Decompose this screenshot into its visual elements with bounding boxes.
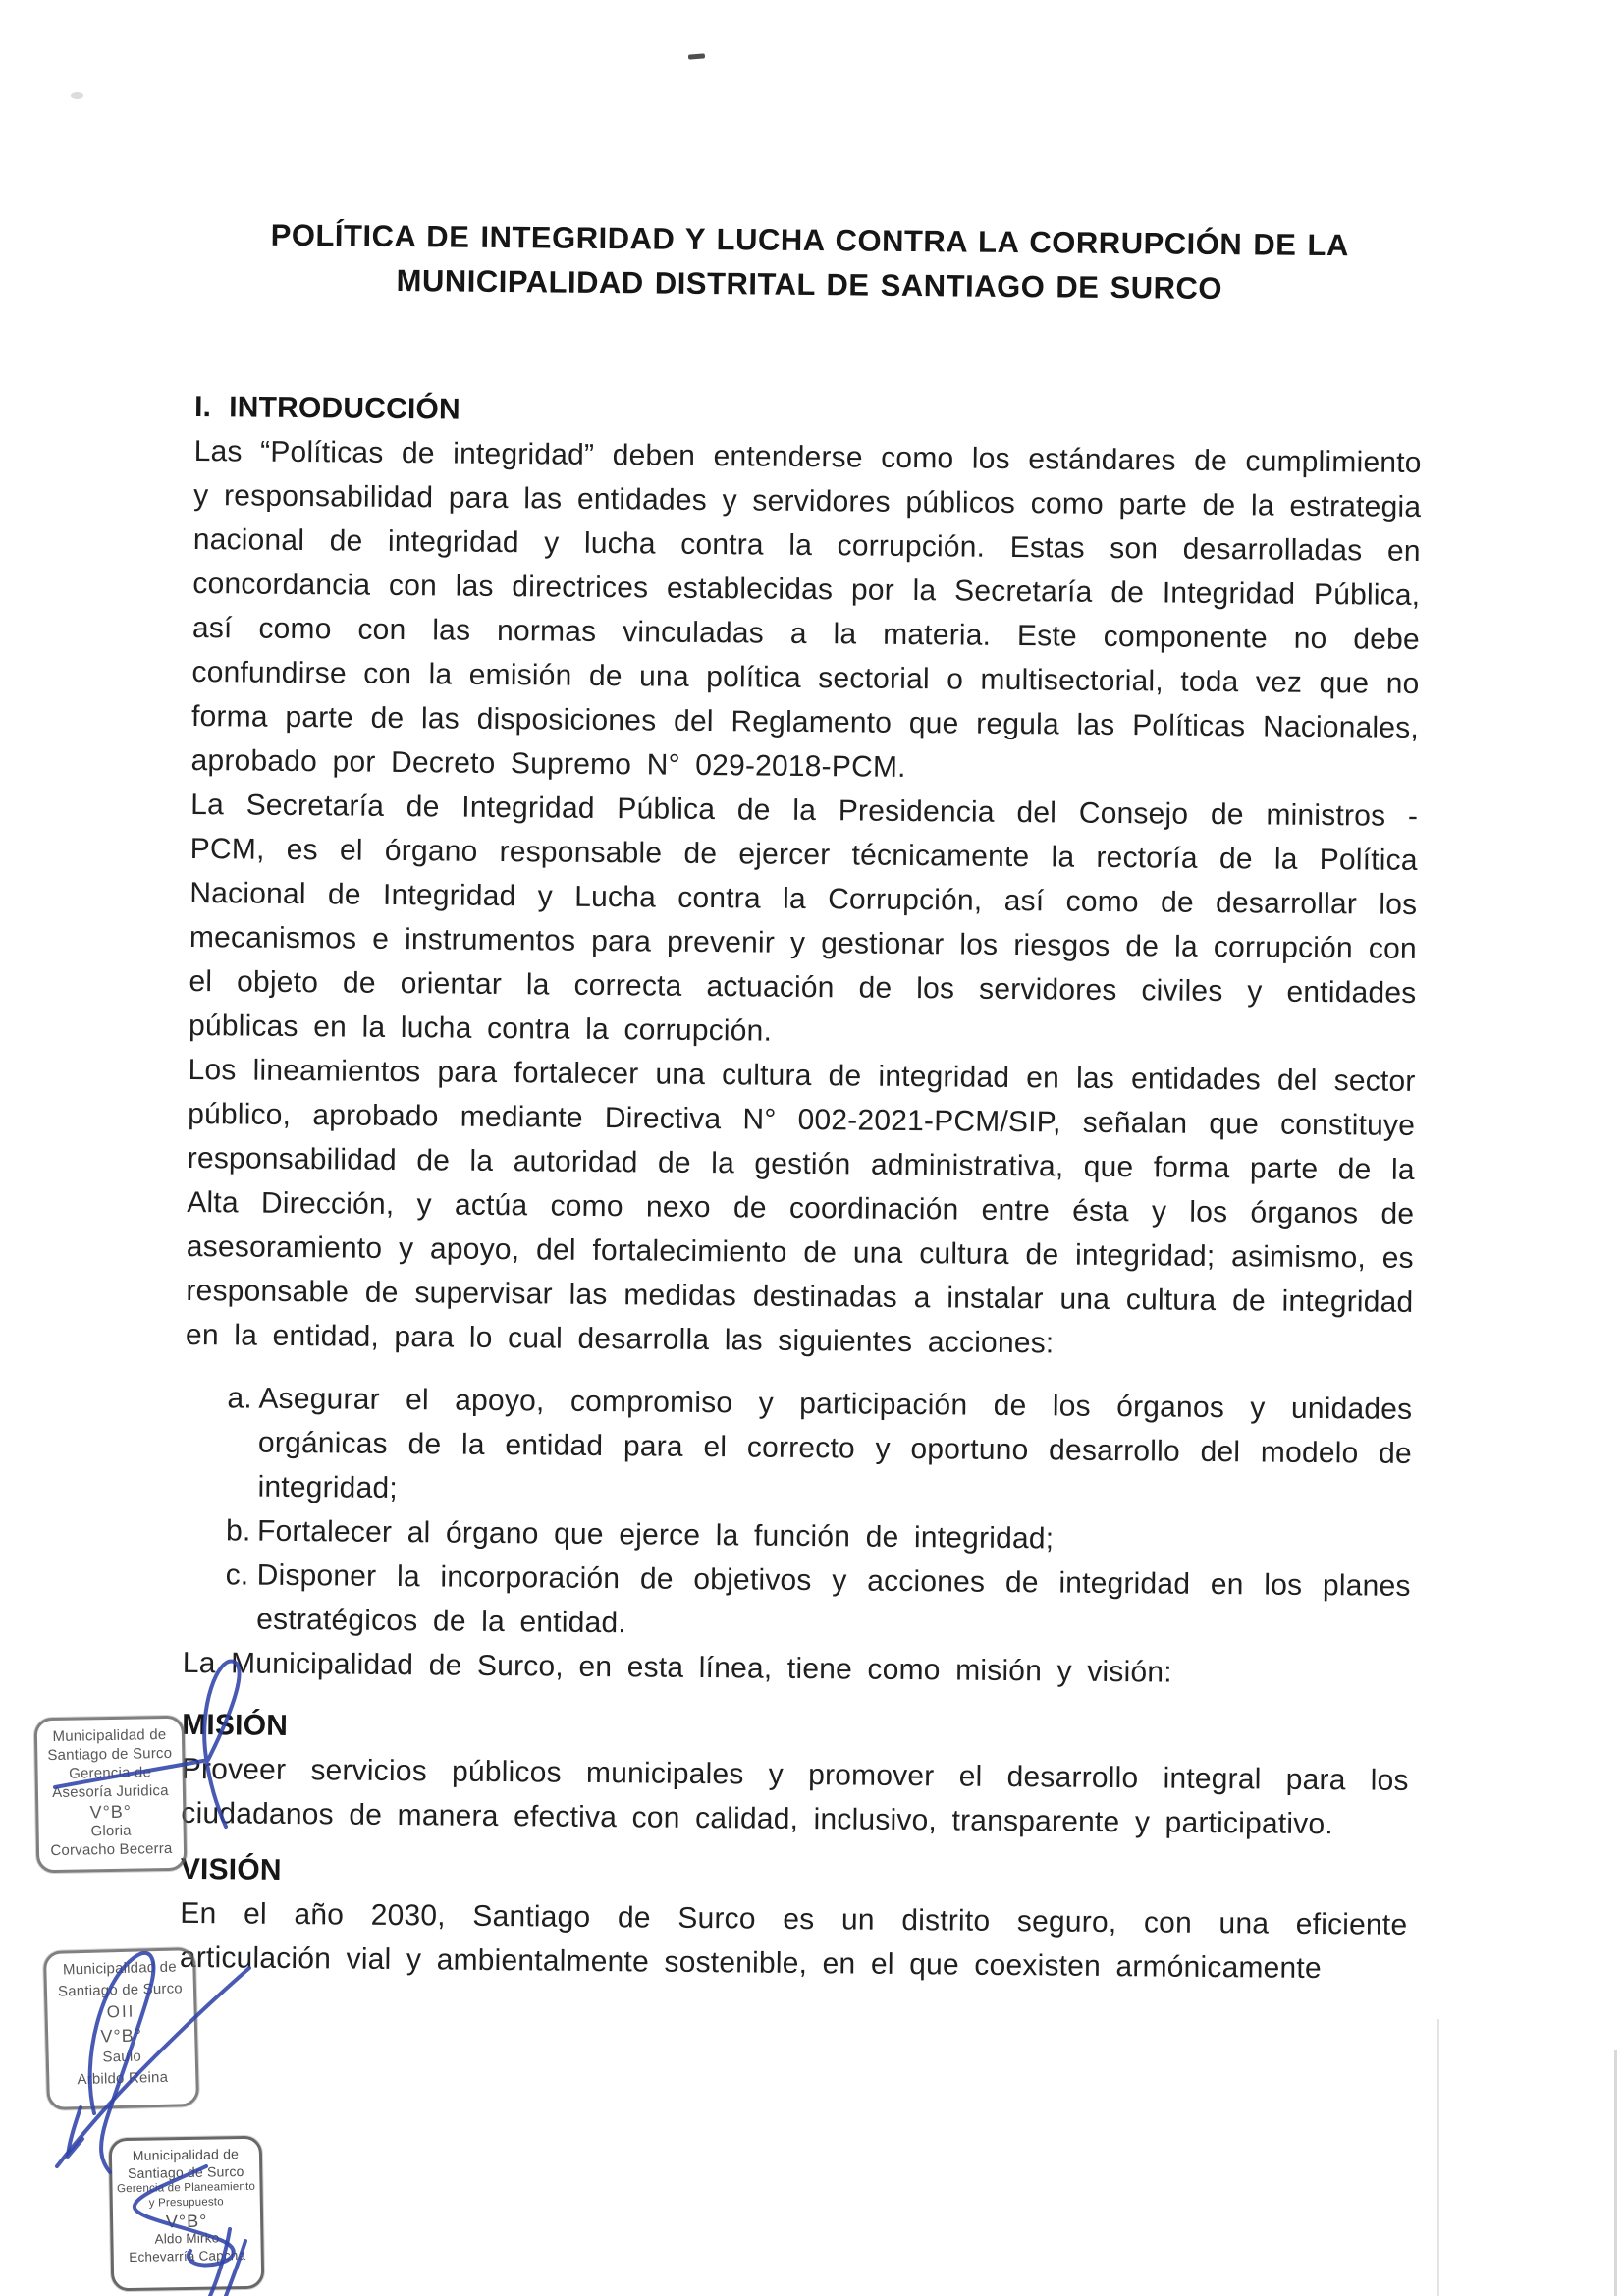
title-line-1: POLÍTICA DE INTEGRIDAD Y LUCHA CONTRA LA CORRUPCIÓN DE LA xyxy=(270,217,1350,263)
stamp-signer-name: Aldo Mirko xyxy=(154,2230,220,2247)
stamp-line: Gerencia de xyxy=(69,1764,152,1782)
list-item-a xyxy=(184,1376,1412,1520)
action-list xyxy=(183,1376,1413,1653)
stamp-signer-name: Arbildo Reina xyxy=(77,2068,169,2089)
stamp-line: OII xyxy=(106,2001,135,2022)
stamp-line: Municipalidad de xyxy=(62,1958,177,1979)
stamp-line: Santiago de Surco xyxy=(47,1744,173,1765)
stamp-line: Asesoría Juridica xyxy=(52,1781,169,1802)
section-label: INTRODUCCIÓN xyxy=(229,391,461,426)
scan-artifact-dash xyxy=(688,53,705,59)
scan-artifact-page-edge xyxy=(1614,2050,1617,2296)
stamp-visto-bueno: V°B° xyxy=(165,2211,208,2232)
stamp-line: y Presupuesto xyxy=(148,2196,224,2210)
approval-stamp-asesoria-juridica xyxy=(34,1716,188,1874)
paragraph-3: Los lineamientos para fortalecer una cultura de integridad en las entidades del sector público, aprobado mediante Directiva N° 002-2021-PCM/SIP, señalan que constituye responsabilidad de la autoridad de la gestión administrativa, que forma parte de la Alta Dirección, y actúa como nexo de coordinación entre ésta y los órganos de asesoramiento y apoyo, del fortalecimiento de una cultura de integridad; asimismo, es responsable de supervisar las medidas destinadas a instalar una cultura de integridad en la entidad, para lo cual desarrolla las siguientes acciones: xyxy=(185,1053,1416,1360)
approval-stamp-oii xyxy=(43,1947,199,2110)
vision-heading: VISIÓN xyxy=(180,1852,282,1886)
mission-heading: MISIÓN xyxy=(182,1708,289,1742)
stamp-line: Santiago de Surco xyxy=(57,1980,184,2000)
stamp-signer-name: Echevarría Capcha xyxy=(129,2247,246,2266)
list-item-c xyxy=(183,1553,1411,1653)
title-line-2: MUNICIPALIDAD DISTRITAL DE SANTIAGO DE SURCO xyxy=(396,262,1223,306)
paragraph-2: La Secretaría de Integridad Pública de la Presidencia del Consejo de ministros - PCM, es el órgano responsable de ejercer técnicamente la rectoría de la Política Nacional de Integridad y Lucha contra la Corrupción, así como de desarrollar los mecanismos e instrumentos para prevenir y gestionar los riesgos de la corrupción con el objeto de orientar la correcta actuación de los servidores civiles y entidades públicas en la lucha contra la corrupción. xyxy=(188,788,1419,1048)
scan-artifact-smudge xyxy=(71,92,83,99)
approval-stamp-planeamiento-presupuesto xyxy=(109,2136,265,2292)
stamp-line: Municipalidad de xyxy=(52,1726,167,1746)
mission-vision-intro: La Municipalidad de Surco, en esta línea, tiene como misión y visión: xyxy=(182,1646,1172,1689)
document-title xyxy=(195,212,1424,312)
list-item-a-text: Asegurar el apoyo, compromiso y participación de los órganos y unidades orgánicas de la entidad para el correcto y oportuno desarrollo del modelo de integridad; xyxy=(257,1382,1413,1505)
list-marker-b: b. xyxy=(225,1514,251,1548)
stamp-visto-bueno: V°B° xyxy=(89,1801,133,1823)
list-item-c-text: Disponer la incorporación de objetivos y acciones de integridad en los planes estratégicos de la entidad. xyxy=(256,1558,1411,1640)
paragraph-1: Las “Políticas de integridad” deben entenderse como los estándares de cumplimiento y responsabilidad para las entidades y servidores públicos como parte de la estrategia nacional de integridad y lucha contra la corrupción. Estas son desarrolladas en concordancia con las directrices establecidas por la Secretaría de Integridad Pública, así como con las normas vinculadas a la materia. Este componente no debe confundirse con la emisión de una política sectorial o multisectorial, toda vez que no forma parte de las disposiciones del Reglamento que regula las Políticas Nacionales, aprobado por Decreto Supremo N° 029-2018-PCM. xyxy=(190,434,1422,784)
mission-paragraph: Proveer servicios públicos municipales y promover el desarrollo integral para los ciudadanos de manera efectiva con calidad, inclusivo, transparente y participativo. xyxy=(181,1752,1409,1841)
stamp-line: Santiago de Surco xyxy=(127,2162,244,2182)
list-marker-c: c. xyxy=(225,1558,249,1592)
list-marker-a: a. xyxy=(227,1382,252,1415)
signature-stroke-4 xyxy=(68,2107,82,2157)
stamp-line: Municipalidad de xyxy=(132,2146,240,2163)
stamp-line: Gerencia de Planeamiento xyxy=(116,2180,256,2196)
stamp-signer-name: Corvacho Becerra xyxy=(50,1839,173,1860)
vision-paragraph: En el año 2030, Santiago de Surco es un distrito seguro, con una eficiente articulación vial y ambientalmente sostenible, en el que coexisten armónicamente xyxy=(179,1896,1408,1986)
document-content xyxy=(180,212,1424,1992)
section-number: I. xyxy=(193,390,212,424)
stamp-signer-name: Gloria xyxy=(90,1822,132,1840)
scan-artifact-vertical-line xyxy=(1437,2019,1439,2296)
stamp-visto-bueno: V°B° xyxy=(100,2025,143,2047)
stamp-signer-name: Saulo xyxy=(102,2048,142,2066)
list-item-b-text: Fortalecer al órgano que ejerce la función de integridad; xyxy=(256,1514,1055,1556)
